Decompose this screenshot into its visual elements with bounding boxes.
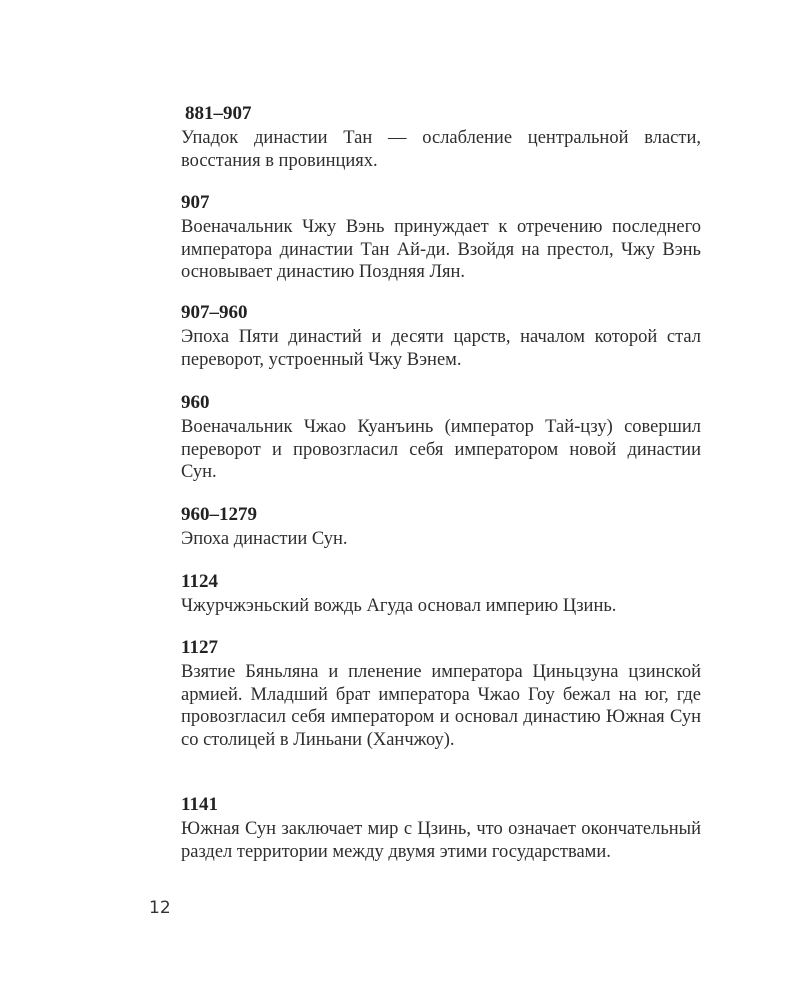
timeline-entry-960 xyxy=(181,392,701,484)
timeline-entry-1141 xyxy=(181,794,701,863)
entry-year: 907–960 xyxy=(181,302,248,323)
entry-text: Военачальник Чжао Куанъинь (император Тай-цзу) совершил переворот и провозгласил себя императором новой династии Сун. xyxy=(181,417,701,482)
entry-year: 1127 xyxy=(181,637,218,658)
page-number: 12 xyxy=(149,898,171,918)
entry-text: Чжурчжэньский вождь Агуда основал империю Цзинь. xyxy=(181,596,617,616)
timeline-entry-881-907 xyxy=(181,103,701,172)
entry-year: 960–1279 xyxy=(181,504,257,525)
entry-year: 1124 xyxy=(181,571,218,592)
entry-year: 1141 xyxy=(181,794,218,815)
entry-year: 960 xyxy=(181,392,210,413)
entry-text: Эпоха династии Сун. xyxy=(181,529,348,549)
entry-text: Упадок династии Тан — ослабление центральной власти, восстания в провинциях. xyxy=(181,128,701,171)
entry-year: 881–907 xyxy=(185,103,252,124)
entry-text: Южная Сун заключает мир с Цзинь, что означает окончательный раздел территории между двумя этими государствами. xyxy=(181,819,701,862)
entry-year: 907 xyxy=(181,192,210,213)
timeline-entry-1127 xyxy=(181,637,701,751)
entry-text: Взятие Бяньляна и пленение императора Циньцзуна цзинской армией. Младший брат императора Чжао Гоу бежал на юг, где провозгласил себя императором и основал династию Южная Сун со столицей в Линьани (Ханчжоу). xyxy=(181,662,701,750)
timeline-entry-907-960 xyxy=(181,302,701,371)
entry-text: Военачальник Чжу Вэнь принуждает к отречению последнего императора династии Тан Ай-ди. Взойдя на престол, Чжу Вэнь основывает династию Поздняя Лян. xyxy=(181,217,701,282)
timeline-entry-1124 xyxy=(181,571,701,618)
entry-text: Эпоха Пяти династий и десяти царств, началом которой стал переворот, устроенный Чжу Вэнем. xyxy=(181,327,701,370)
timeline-entry-960-1279 xyxy=(181,504,701,551)
timeline-entry-907 xyxy=(181,192,701,284)
